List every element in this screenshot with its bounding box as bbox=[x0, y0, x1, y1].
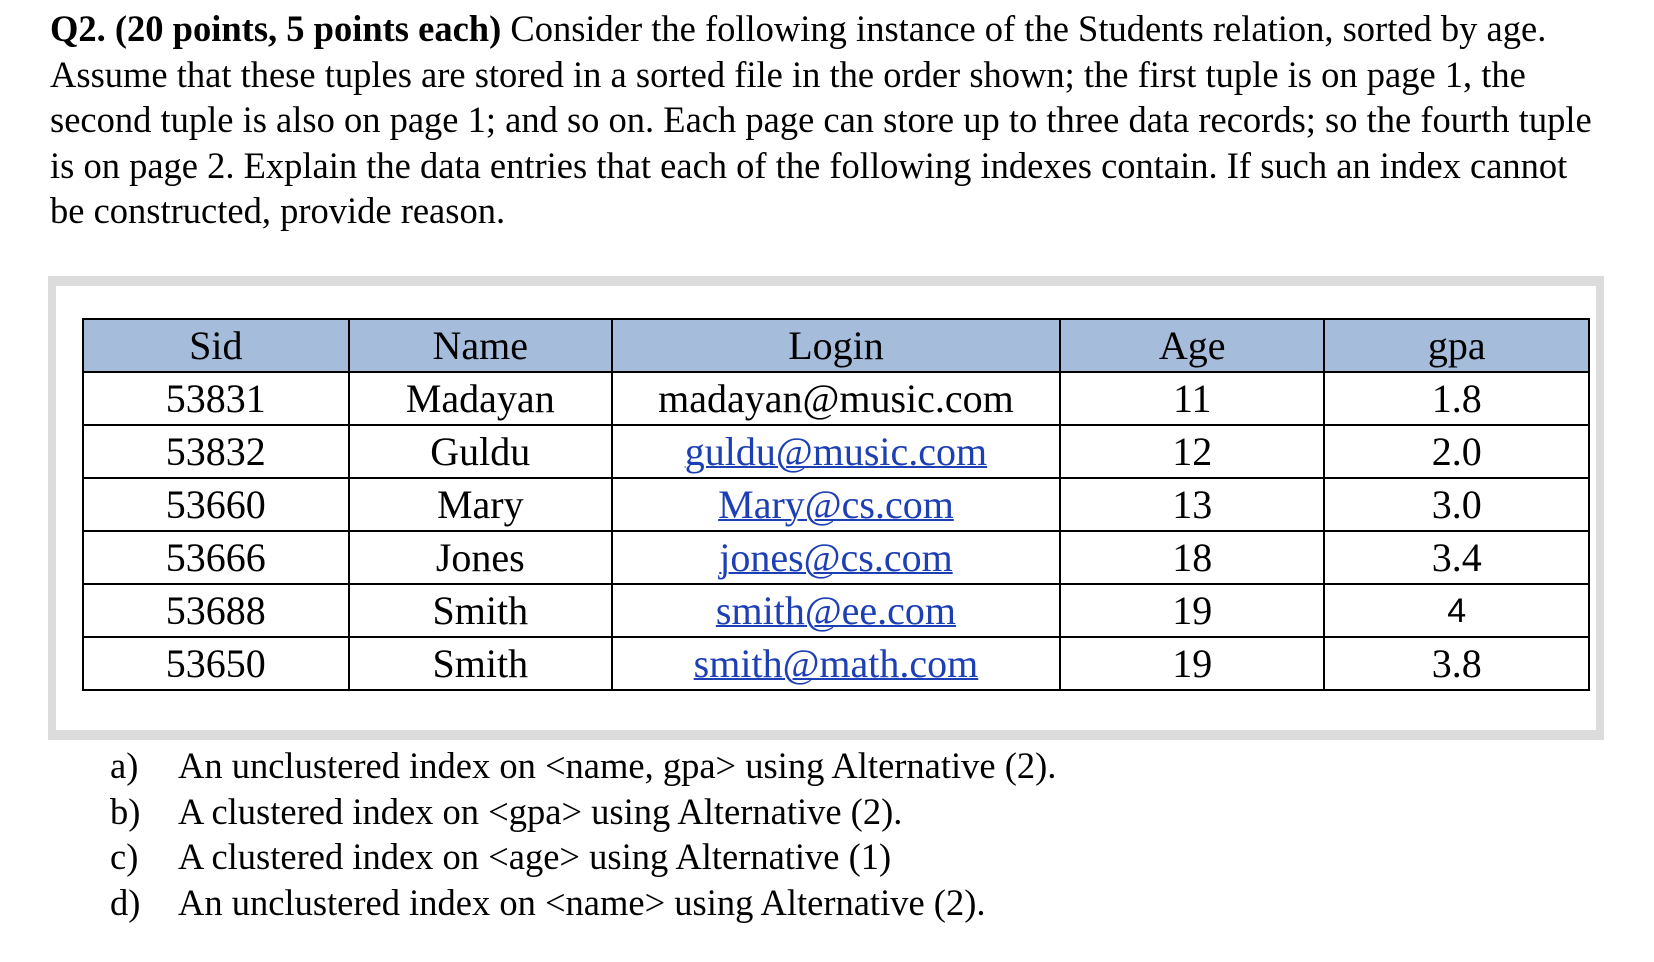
table-row bbox=[83, 425, 1589, 478]
table-row bbox=[83, 531, 1589, 584]
table-row bbox=[83, 478, 1589, 531]
cell-age: 19 bbox=[1060, 637, 1325, 690]
part-letter: a) bbox=[110, 745, 139, 786]
cell-gpa: 3.4 bbox=[1324, 531, 1589, 584]
cell-sid: 53832 bbox=[83, 425, 349, 478]
header-gpa: gpa bbox=[1324, 319, 1589, 372]
cell-login bbox=[612, 637, 1060, 690]
cell-gpa: 4 bbox=[1324, 584, 1589, 637]
table-header-row bbox=[83, 319, 1589, 372]
login-link[interactable]: Mary@cs.com bbox=[718, 481, 954, 527]
part-letter: d) bbox=[110, 881, 141, 923]
list-item bbox=[110, 789, 1056, 835]
table-inner bbox=[56, 286, 1596, 730]
cell-login bbox=[612, 531, 1060, 584]
cell-login bbox=[612, 584, 1060, 637]
cell-age: 12 bbox=[1060, 425, 1325, 478]
list-item bbox=[110, 834, 1056, 880]
cell-name: Mary bbox=[349, 478, 612, 531]
login-link[interactable]: smith@ee.com bbox=[715, 587, 957, 633]
table-row bbox=[83, 372, 1589, 425]
table-row bbox=[83, 584, 1589, 637]
table-frame bbox=[48, 276, 1604, 740]
students-table bbox=[82, 318, 1590, 691]
cell-sid: 53831 bbox=[83, 372, 349, 425]
cell-name: Smith bbox=[349, 584, 612, 637]
question-lead: Q2. (20 points, 5 points each) bbox=[50, 8, 502, 49]
part-text: An unclustered index on <name> using Alternative (2). bbox=[178, 881, 986, 923]
question-text bbox=[50, 6, 1610, 234]
cell-sid: 53660 bbox=[83, 478, 349, 531]
cell-sid: 53650 bbox=[83, 637, 349, 690]
table-row bbox=[83, 637, 1589, 690]
part-text: An unclustered index on <name, gpa> using Alternative (2). bbox=[178, 745, 1057, 786]
list-item bbox=[110, 880, 1056, 926]
cell-name: Jones bbox=[349, 531, 612, 584]
login-link[interactable]: jones@cs.com bbox=[719, 534, 953, 580]
cell-gpa: 1.8 bbox=[1324, 372, 1589, 425]
part-letter: b) bbox=[110, 790, 141, 832]
cell-name: Guldu bbox=[349, 425, 612, 478]
cell-login bbox=[612, 478, 1060, 531]
cell-name: Smith bbox=[349, 637, 612, 690]
cell-age: 18 bbox=[1060, 531, 1325, 584]
login-link[interactable]: smith@math.com bbox=[693, 640, 979, 686]
cell-gpa: 3.8 bbox=[1324, 637, 1589, 690]
cell-age: 11 bbox=[1060, 372, 1325, 425]
cell-sid: 53688 bbox=[83, 584, 349, 637]
header-sid: Sid bbox=[83, 319, 349, 372]
cell-age: 19 bbox=[1060, 584, 1325, 637]
cell-gpa: 3.0 bbox=[1324, 478, 1589, 531]
cell-name: Madayan bbox=[349, 372, 612, 425]
question-parts bbox=[110, 743, 1056, 925]
part-text: A clustered index on <gpa> using Alternative (2). bbox=[178, 790, 903, 832]
header-age: Age bbox=[1060, 319, 1325, 372]
cell-login: madayan@music.com bbox=[612, 372, 1060, 425]
header-login: Login bbox=[612, 319, 1060, 372]
header-name: Name bbox=[349, 319, 612, 372]
part-letter: c) bbox=[110, 836, 139, 877]
cell-age: 13 bbox=[1060, 478, 1325, 531]
list-item bbox=[110, 743, 1056, 789]
cell-login bbox=[612, 425, 1060, 478]
cell-gpa: 2.0 bbox=[1324, 425, 1589, 478]
question-body: Consider the following instance of the Students relation, sorted by age. Assume that these tuples are stored in a sorted file in the order shown; the first tuple is on page 1, the second tuple is also on page 1; and so on. Each page can store up to three data records; so the fourth tuple is on page 2. Explain the data entries that each of the following indexes contain. If such an index cannot be constructed, provide reason. bbox=[50, 8, 1592, 231]
part-text: A clustered index on <age> using Alternative (1) bbox=[178, 836, 892, 877]
cell-sid: 53666 bbox=[83, 531, 349, 584]
login-link[interactable]: guldu@music.com bbox=[684, 428, 988, 474]
